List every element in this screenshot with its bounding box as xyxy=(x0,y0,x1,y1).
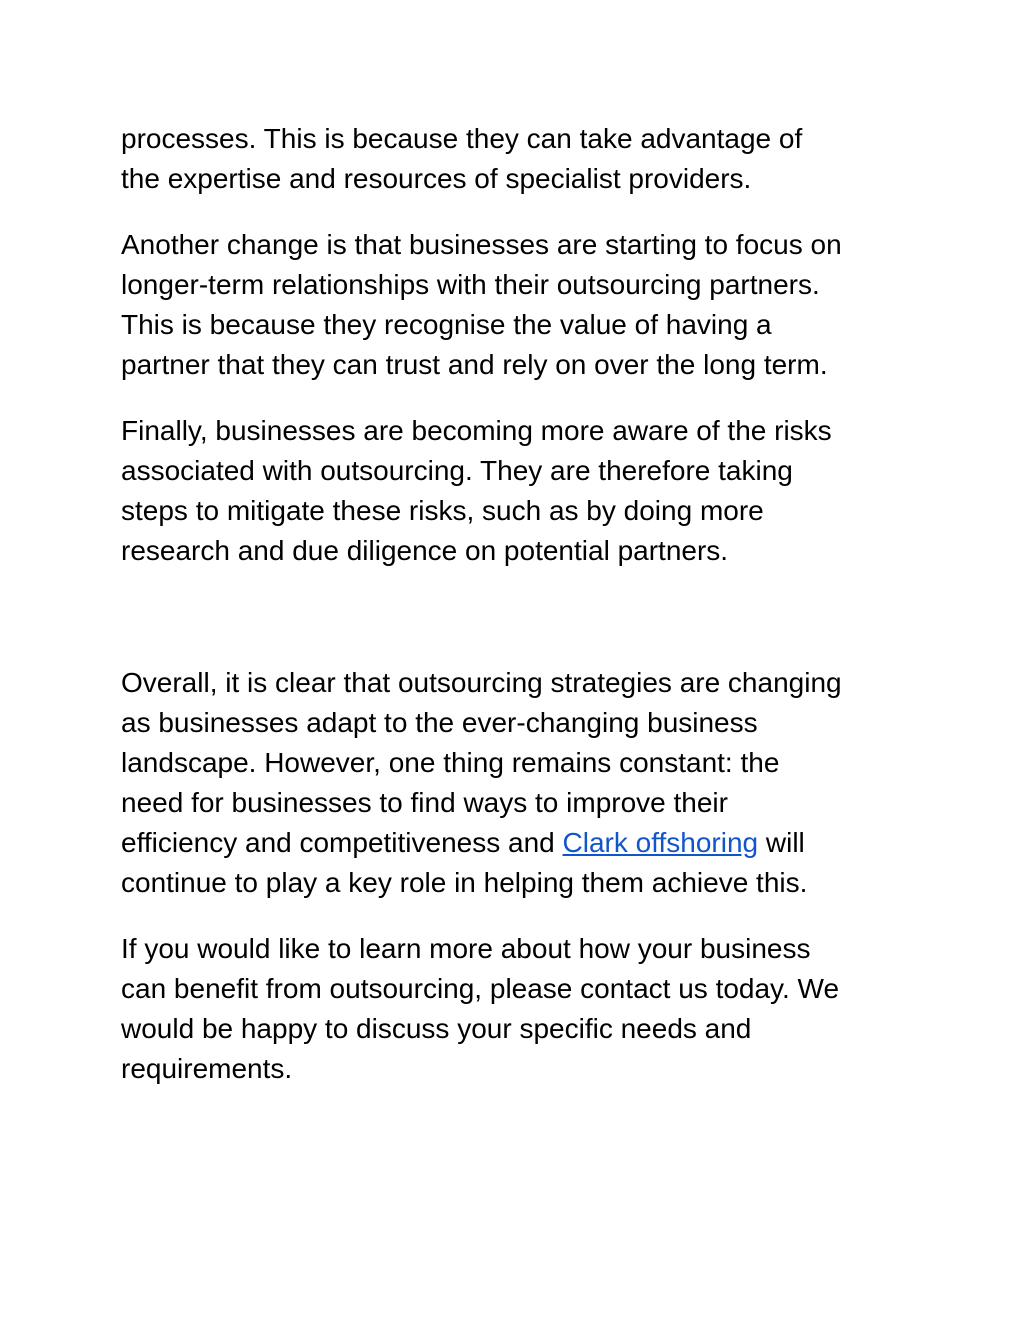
text-line: This is because they recognise the value of having a xyxy=(121,309,772,340)
paragraph-relationships xyxy=(121,225,911,385)
text-line: If you would like to learn more about how your business xyxy=(121,933,811,964)
paragraph-contact xyxy=(121,929,911,1089)
text-line: associated with outsourcing. They are therefore taking xyxy=(121,455,793,486)
text-line: Another change is that businesses are starting to focus on xyxy=(121,229,842,260)
text-line: landscape. However, one thing remains constant: the xyxy=(121,747,780,778)
text-line: as businesses adapt to the ever-changing business xyxy=(121,707,758,738)
text-line: requirements. xyxy=(121,1053,293,1084)
text-line: need for businesses to find ways to improve their xyxy=(121,787,728,818)
text-line-with-link xyxy=(121,823,911,863)
paragraph-risks xyxy=(121,411,911,571)
document-page xyxy=(121,119,911,1089)
text-line: Finally, businesses are becoming more aware of the risks xyxy=(121,415,832,446)
text-line: would be happy to discuss your specific needs and xyxy=(121,1013,752,1044)
text-line: continue to play a key role in helping them achieve this. xyxy=(121,867,808,898)
clark-offshoring-link[interactable]: Clark offshoring xyxy=(562,827,759,858)
link-line-after: will xyxy=(758,827,805,858)
text-line: processes. This is because they can take advantage of xyxy=(121,123,803,154)
text-line: can benefit from outsourcing, please contact us today. We xyxy=(121,973,840,1004)
text-line: steps to mitigate these risks, such as by doing more xyxy=(121,495,764,526)
text-line: research and due diligence on potential partners. xyxy=(121,535,729,566)
text-line: longer-term relationships with their outsourcing partners. xyxy=(121,269,820,300)
blank-line xyxy=(121,597,911,637)
text-line: Overall, it is clear that outsourcing strategies are changing xyxy=(121,667,842,698)
link-line-before: efficiency and competitiveness and xyxy=(121,827,563,858)
text-line: the expertise and resources of specialist providers. xyxy=(121,163,752,194)
text-line: partner that they can trust and rely on over the long term. xyxy=(121,349,828,380)
paragraph-intro xyxy=(121,119,911,199)
paragraph-overall xyxy=(121,663,911,903)
